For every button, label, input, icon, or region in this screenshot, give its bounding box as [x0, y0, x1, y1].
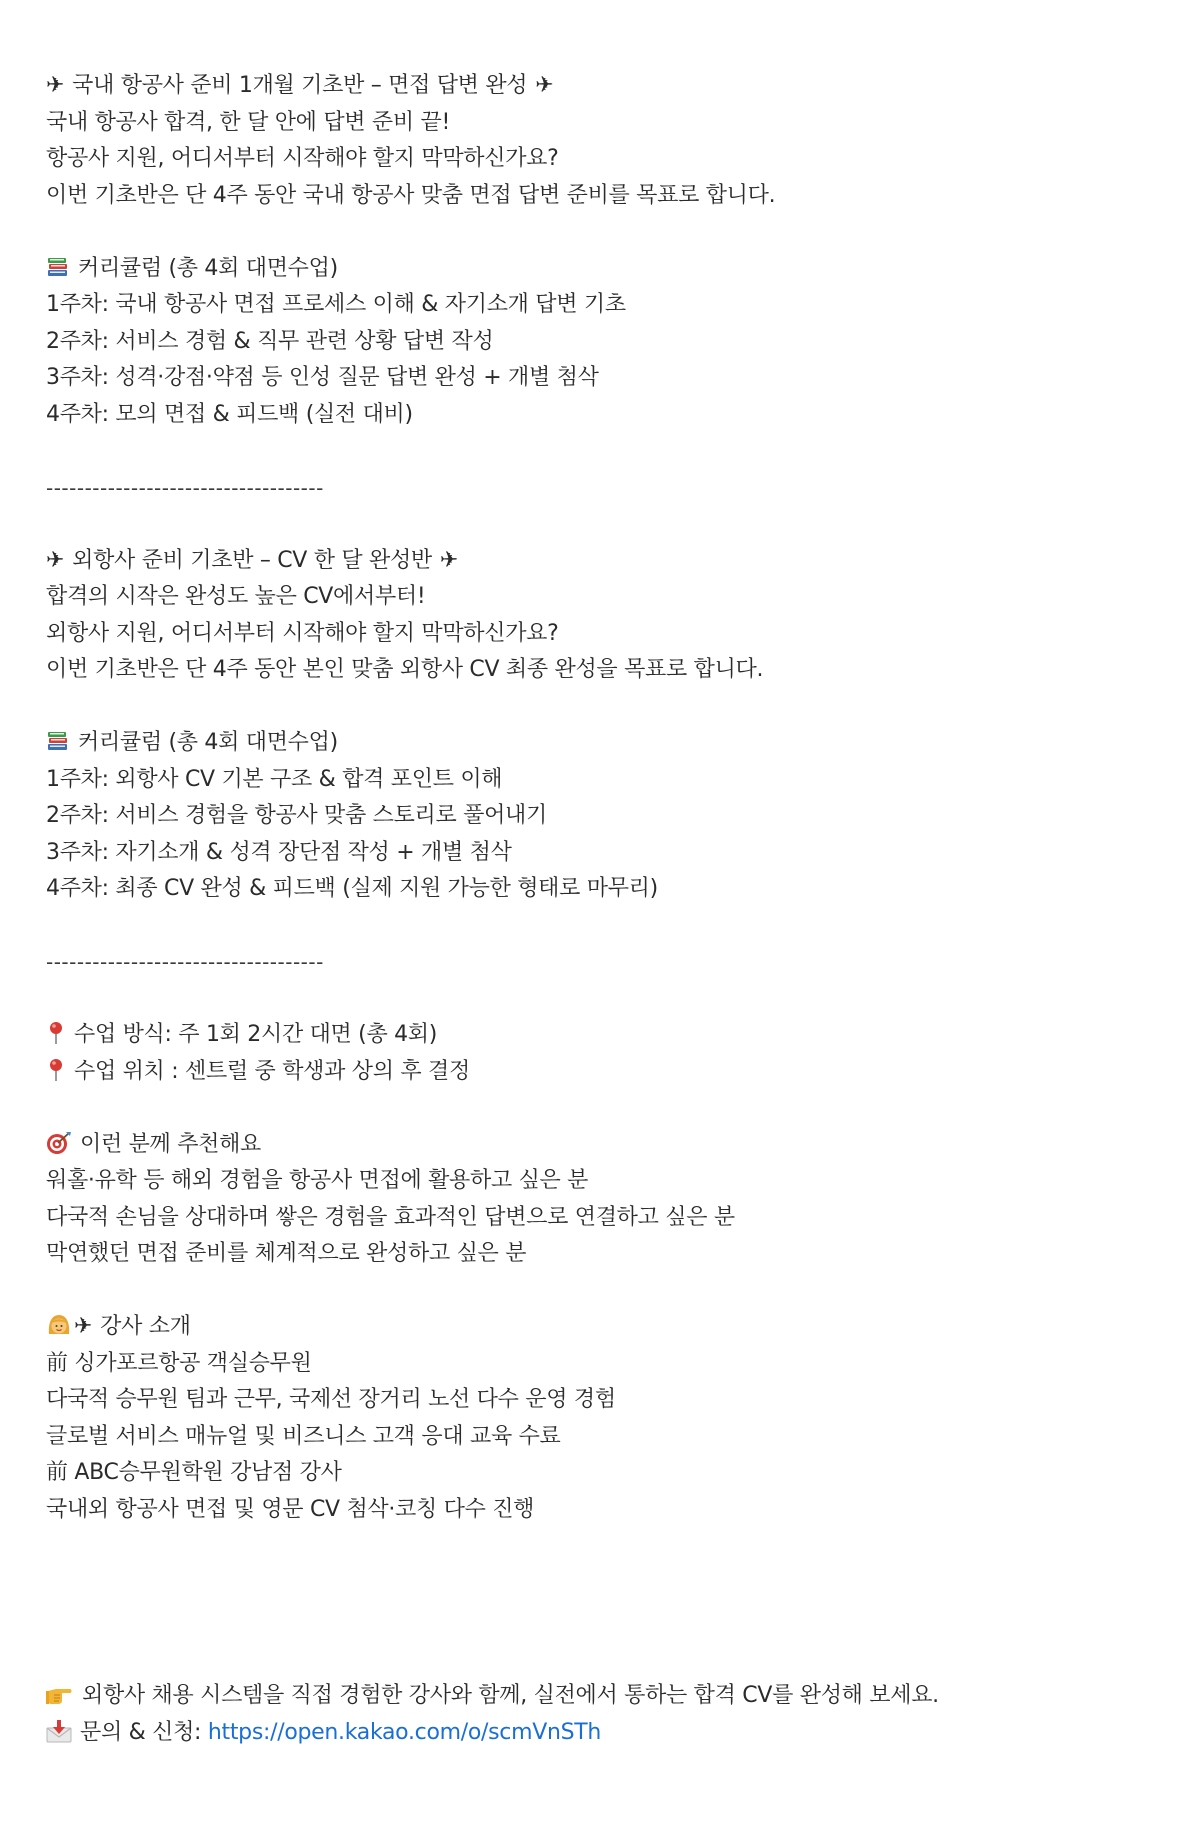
curriculum-title-text: 커리큘럼 (총 4회 대면수업) [78, 255, 338, 281]
direct-hit-icon [46, 1127, 72, 1164]
foreign-title-text: 외항사 준비 기초반 – CV 한 달 완성반 [72, 547, 432, 573]
domestic-line: 이번 기초반은 단 4주 동안 국내 항공사 맞춤 면접 답변 준비를 목표로 합니다. [46, 182, 776, 208]
woman-icon [46, 1309, 72, 1346]
foreign-week: 2주차: 서비스 경험을 항공사 맞춤 스토리로 풀어내기 [46, 803, 547, 828]
domestic-title-text: 국내 항공사 준비 1개월 기초반 – 면접 답변 완성 [72, 73, 528, 98]
curriculum-title-text: 커리큘럼 (총 4회 대면수업) [78, 730, 338, 755]
instructor-title [46, 1309, 1146, 1346]
class-location [46, 1054, 1146, 1091]
domestic-line: 국내 항공사 합격, 한 달 안에 답변 준비 끝! [46, 109, 450, 135]
domestic-line: 항공사 지원, 어디서부터 시작해야 할지 막막하신가요? [46, 146, 559, 171]
foreign-line: 합격의 시작은 완성도 높은 CV에서부터! [46, 584, 426, 609]
contact-line [46, 1715, 1146, 1752]
airplane-icon: ✈ [535, 73, 554, 98]
envelope-with-arrow-icon [46, 1715, 72, 1752]
recommend-title-text: 이런 분께 추천해요 [80, 1131, 262, 1157]
books-icon [46, 725, 70, 762]
domestic-week: 4주차: 모의 면접 & 피드백 (실전 대비) [46, 401, 413, 427]
instructor-item: 국내외 항공사 면접 및 영문 CV 첨삭·코칭 다수 진행 [46, 1496, 535, 1522]
foreign-line: 외항사 지원, 어디서부터 시작해야 할지 막막하신가요? [46, 620, 559, 646]
recommend-item: 워홀·유학 등 해외 경험을 항공사 면접에 활용하고 싶은 분 [46, 1168, 589, 1193]
domestic-week: 2주차: 서비스 경험 & 직무 관련 상황 답변 작성 [46, 328, 494, 354]
backhand-index-pointing-right-icon [46, 1678, 74, 1715]
class-location-text: 수업 위치 : 센트럴 중 학생과 상의 후 결정 [74, 1058, 470, 1084]
instructor-item: 다국적 승무원 팀과 근무, 국제선 장거리 노선 다수 운영 경험 [46, 1387, 616, 1412]
kakao-open-chat-link[interactable]: https://open.kakao.com/o/scmVnSTh [207, 1719, 602, 1745]
domestic-title [46, 68, 1146, 105]
contact-label: 문의 & 신청: [80, 1719, 208, 1745]
foreign-line: 이번 기초반은 단 4주 동안 본인 맞춤 외항사 CV 최종 완성을 목표로 합니다. [46, 657, 764, 682]
foreign-week: 4주차: 최종 CV 완성 & 피드백 (실제 지원 가능한 형태로 마무리) [46, 876, 658, 901]
post-body [46, 68, 1146, 1751]
airplane-icon: ✈ [74, 1314, 93, 1339]
closing-pitch-text: 외항사 채용 시스템을 직접 경험한 강사와 함께, 실전에서 통하는 합격 CV를 완성해 보세요. [82, 1683, 939, 1708]
instructor-title-text: 강사 소개 [100, 1314, 191, 1339]
round-pushpin-icon [46, 1017, 66, 1054]
instructor-item: 前 싱가포르항공 객실승무원 [46, 1350, 312, 1376]
foreign-curriculum-title [46, 725, 1146, 762]
section-divider: ------------------------------------ [46, 950, 324, 974]
closing-pitch [46, 1678, 1146, 1715]
domestic-curriculum-title [46, 251, 1146, 288]
airplane-icon: ✈ [46, 73, 65, 98]
recommend-title [46, 1127, 1146, 1164]
instructor-item: 前 ABC승무원학원 강남점 강사 [46, 1460, 342, 1485]
foreign-week: 1주차: 외항사 CV 기본 구조 & 합격 포인트 이해 [46, 766, 503, 792]
recommend-item: 막연했던 면접 준비를 체계적으로 완성하고 싶은 분 [46, 1241, 527, 1266]
books-icon [46, 251, 70, 288]
foreign-title [46, 543, 1146, 580]
domestic-week: 1주차: 국내 항공사 면접 프로세스 이해 & 자기소개 답변 기초 [46, 292, 626, 317]
instructor-item: 글로벌 서비스 매뉴얼 및 비즈니스 고객 응대 교육 수료 [46, 1423, 561, 1449]
round-pushpin-icon [46, 1054, 66, 1091]
airplane-icon: ✈ [46, 547, 65, 573]
section-divider: ------------------------------------ [46, 475, 324, 500]
airplane-icon: ✈ [439, 547, 459, 573]
recommend-item: 다국적 손님을 상대하며 쌓은 경험을 효과적인 답변으로 연결하고 싶은 분 [46, 1204, 735, 1230]
foreign-week: 3주차: 자기소개 & 성격 장단점 작성 + 개별 첨삭 [46, 839, 512, 865]
class-method-text: 수업 방식: 주 1회 2시간 대면 (총 4회) [74, 1022, 438, 1047]
domestic-week: 3주차: 성격·강점·약점 등 인성 질문 답변 완성 + 개별 첨삭 [46, 365, 599, 390]
class-method [46, 1017, 1146, 1054]
